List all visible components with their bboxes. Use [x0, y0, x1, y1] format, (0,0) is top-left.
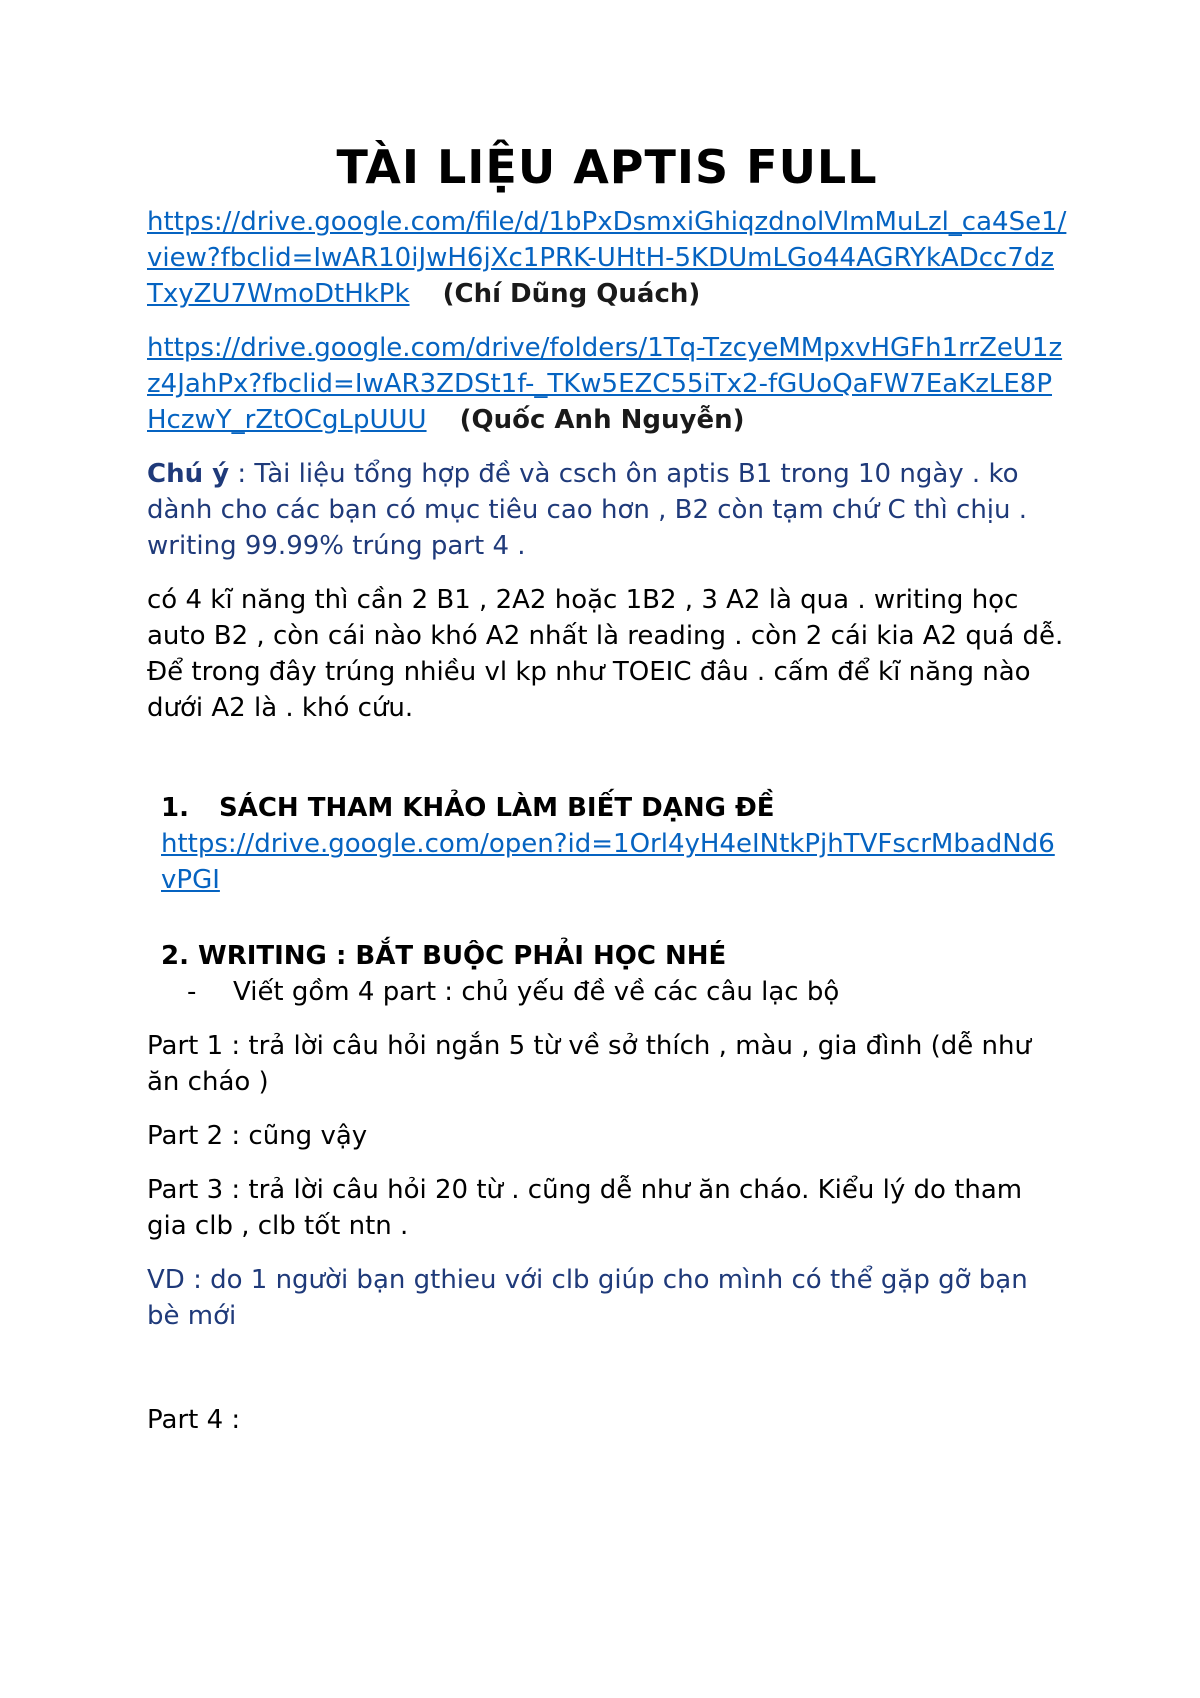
- bullet-text: Viết gồm 4 part : chủ yếu đề về các câu lạc bộ: [233, 977, 840, 1007]
- skills-paragraph: có 4 kĩ năng thì cần 2 B1 , 2A2 hoặc 1B2 , 3 A2 là qua . writing học auto B2 , còn cái nào khó A2 nhất là reading . còn 2 cái kia A2 quá dễ. Để trong đây trúng nhiều vl kp như TOEIC đâu . cấm để kĩ năng nào dưới A2 là . khó cứu.: [147, 585, 1064, 723]
- link-author-1: (Chí Dũng Quách): [442, 279, 701, 309]
- drive-link-2[interactable]: https://drive.google.com/drive/folders/1Tq-TzcyeMMpxvHGFh1rrZeU1zz4JahPx?fbclid=IwAR3ZDSt1f-_TKw5EZC55iTx2-fGUoQaFW7EaKzLE8PHczwY_rZtOCgLpUUU: [147, 333, 1063, 435]
- link-paragraph-2: [147, 330, 1067, 438]
- note-label: Chú ý: [147, 459, 230, 489]
- section-1-link-wrap: [161, 826, 1067, 898]
- bullet-dash: -: [187, 977, 197, 1007]
- note-text: : Tài liệu tổng hợp đề và csch ôn aptis B1 trong 10 ngày . ko dành cho các bạn có mục tiêu cao hơn , B2 còn tạm chứ C thì chịu . writing 99.99% trúng part 4 .: [147, 459, 1028, 561]
- document-title: TÀI LIỆU APTIS FULL: [336, 140, 878, 194]
- section-1-title: SÁCH THAM KHẢO LÀM BIẾT DẠNG ĐỀ: [219, 793, 775, 823]
- link-author-2: (Quốc Anh Nguyễn): [459, 405, 745, 435]
- section-2-heading: 2. WRITING : BẮT BUỘC PHẢI HỌC NHÉ: [161, 941, 727, 971]
- part-3-paragraph: Part 3 : trả lời câu hỏi 20 từ . cũng dễ như ăn cháo. Kiểu lý do tham gia clb , clb tốt ntn .: [147, 1175, 1023, 1241]
- note-paragraph: [147, 456, 1067, 564]
- example-paragraph: VD : do 1 người bạn gthieu với clb giúp cho mình có thể gặp gỡ bạn bè mới: [147, 1265, 1028, 1331]
- part-2-paragraph: Part 2 : cũng vậy: [147, 1121, 368, 1151]
- section-1-link[interactable]: https://drive.google.com/open?id=1Orl4yH4eINtkPjhTVFscrMbadNd6vPGI: [161, 829, 1055, 895]
- part-4-paragraph: Part 4 :: [147, 1405, 241, 1435]
- section-2-bullet: [187, 974, 1067, 1010]
- drive-link-1[interactable]: https://drive.google.com/file/d/1bPxDsmxiGhiqzdnolVlmMuLzl_ca4Se1/view?fbclid=IwAR10iJwH6jXc1PRK-UHtH-5KDUmLGo44AGRYkADcc7dzTxyZU7WmoDtHkPk: [147, 207, 1067, 309]
- section-1-number: 1.: [161, 793, 189, 823]
- link-paragraph-1: [147, 204, 1067, 312]
- document-page: [147, 140, 1067, 1456]
- section-1-heading: [161, 790, 1067, 826]
- part-1-paragraph: Part 1 : trả lời câu hỏi ngắn 5 từ về sở thích , màu , gia đình (dễ như ăn cháo ): [147, 1031, 1031, 1097]
